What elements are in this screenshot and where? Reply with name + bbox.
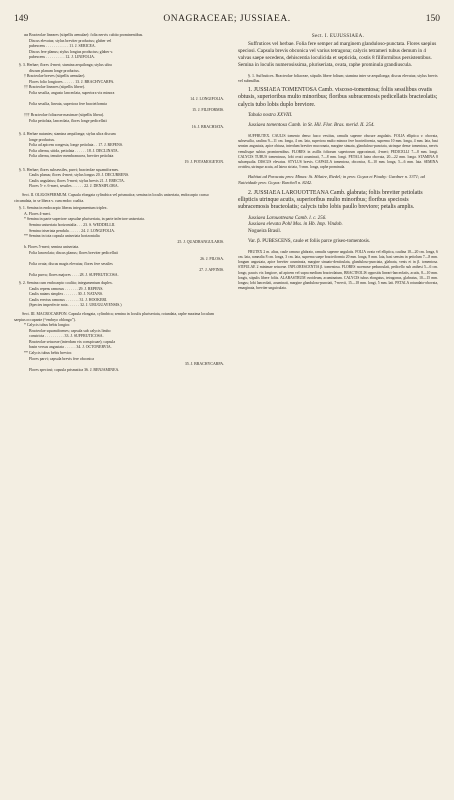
key-line: Caulis natans simplex . . . . . . . 30. J. NATANS. (29, 292, 104, 297)
species-2-description: FRUTEX 2 m. altus, caule ramoso glabrato, ramulis superne angulatis. FOLIA ovata vel elliptica, caulina 18—20 cm. longa, 6 cm. lata, ramealia 8 cm. longa, 3 cm. lata, suprema saepe bracteiformia 20 mm. longa, 8 mm. lata, basi sensim in petiolum 7—8 mm. longum angustata, apice breviter acuminata, margine sinuato-denticulata, glanduloso-punctata, glabrata, venis et in β. tomentosa. STIPULAE 2 minimae setaceae. INFLORESCENTIA β. tomentosa. FLORES racemose pedunculati, pedicello sub anthesi 5—6 cm. longo, paucis vix longiore, ad apicem vel supra medium bracteolatum, BRACTEOLIS oppositis lineari-lanceolatis, acutis, 8—10 mm. longis, stipulis libere foliis. ALABASTRUM ovoideum, acuminatum. CALYCIS tubus elongatus, tetragonus, glabratus, 10—15 mm. longus; lobi lanceolati, acuminati, margine glanduloso-punctati, 7-nervii, 15—18 mm. longi, 5 mm. lati. PETALA rotundato-obovata, emarginata, breviter unguiculata. (238, 249, 438, 291)
key-line: Folia parva; flores majores . . . . 28. J. SUFFRUTICOSA. (29, 273, 119, 278)
key-line: αα Bracteolae lineares (stipellis aemulae): folia nervis cubito prominentibus. (24, 33, 144, 37)
section-title: Sect. I. EUJUSSIAEA. (311, 34, 365, 39)
key-line: † Bracteolae breves (stipellis aemulae). (24, 74, 86, 79)
key-line: ** Semina in tota capsula uniseriata horizontalia (24, 234, 100, 239)
key-line: Semina triseriata pendula . . . . . . 24. J. LONGIFOLIA. (29, 228, 116, 233)
key-line: §. 1. Semina in endocarpio liberas integumentum triplex. (19, 206, 108, 211)
key-line: (Species imperfecte nota . . . . . . 32. J. URUGUAYENSIS.) (29, 303, 122, 308)
key-line: 26. J. PILOSA. (200, 256, 224, 261)
key-line: discum planum longe productus. (29, 68, 80, 73)
key-line: Folia alterna, tenuiter membranacea, breviter petiolata (29, 154, 114, 159)
key-line: Caulis angulatus; flores 5-meri; stylus brevis 21. J. ERECTA. (29, 178, 125, 183)
key-line: Folia alterna, sitida, petiolata . . . . . . 18. J. DECLINATA. (29, 148, 119, 153)
key-line: Flores folio longiores . . . . . . 13. J. BRACHYCARPA. (29, 79, 115, 84)
key-line: 27. J. AFFINIS. (199, 267, 224, 272)
key-line: basin versus angustata . . . . . . 34. J. OCTONERVIA. (29, 345, 112, 350)
key-line: * Semina in parte superiore capsulae pluriseriata, in parte inferiore uniseriata. (24, 217, 145, 222)
key-line: Sect. III. MACROCARPON. Capsula elongata, cylindrica; semina in loculis pluriseriata, rotundata, raphe maxima loculum saepius occupante (“embryo oblongo”). (14, 311, 215, 322)
key-line: Folia lanceolata; discus planus; flores breviter pedicellati (29, 250, 118, 255)
page-number-left: 149 (14, 14, 29, 24)
key-line: Folia ad apicem congesta, longe petiolata . . 17. J. REPENS. (29, 143, 124, 148)
key-line: §. 2. Semina cum endocarpio coalita; integumentum duplex. (19, 280, 113, 285)
key-line: Bracteolae squamiformes; capsula sub calycis limbo (29, 328, 111, 333)
species-1-reference: Jussiaea tomentosa Camb. in St. Hil. Flor. Bras. merid. II. 254. (248, 123, 375, 129)
key-line: 16. J. BRACHIATA. (191, 124, 224, 129)
key-line: * Calycis tubus bebis longior. (24, 323, 71, 328)
key-line: 14. J. LONGIFOLIA. (190, 96, 224, 101)
species-2-title: 2. JUSSIAEA LAROUOTTEANA Camb. glabrata; foliis breviter petiolatis ellipticis utrinque acutis, superioribus multo minoribus; floribus speciosis subracemosis bracteolatis; calycis tubo lobis paullo breviore; petalis amplis. (238, 190, 423, 211)
key-line: §. 5. Herbae; flores subsessiles, parvi; bracteolae squamiformes. (19, 167, 119, 172)
right-column (238, 33, 438, 782)
section-intro: Suffrutices vel herbae. Folia fere semper ad marginem glanduloso-punctata. Flores saepius speciosi. Capsula brevis obconica vel varius tetragona; calycis tetrameri tubus demum in 4 valvas saepe secedens, dehiscentia loculicida et septicida, costis 8 filiformibus persistentibus. Semina in loculis numerosissima, pluriseriata, ovata, raphe prominula grandiuscula. (238, 41, 437, 68)
species-2-variety: Var. β. PUBESCENS, caule et foliis parce griseo-tomentosis. (248, 239, 371, 245)
key-line: ††† Bracteolae foliaceae maximae (stipellis libera). (24, 113, 105, 118)
species-1-habitat: Habitat ad Paracatu prov. Minas: St. Hilaire, Riedel; in prov. Goyaz et Piauhy: Gardner n. 3371; ad Natividade prov. Goyaz: Burchell n. 8242. (238, 174, 425, 186)
key-line: §. 3. Herbae; flores 4-meri; stamina aequilonga; stylus ultra (19, 62, 112, 67)
key-line: pubescens . . . . . . . . . . . . 11. J. SERICEA. (29, 44, 96, 49)
key-line: Flores speciosi; capsula prismatica 36. J. BENJAMINEA. (29, 367, 120, 372)
key-line: Caulis planus; flores 4-meri; stylus longus 20. J. DECURRENS. (29, 173, 130, 178)
key-line: 25. J. QUADRANGULARIS. (177, 239, 224, 244)
species-1-description: SUFFRUTEX. CAULIS tomento denso fusco vestitus, ramulis superne obscure angulatis. FOLIA elliptica v. obovata, subsessilia, caulina 9—11 cm. longa, 4 cm. lata, superiora multo minora fere bracteiformia, suprema 10 mm. longa, 4 mm. lata, basi sensim angustata, apice obtusa, interdum breviter mucronata, margine sinuata, glanduloso-punctata, utrinque dense tomentosa, nervis venulisque subtus prominentibus. FLORES in axillis foliorum superiorum approximati, 4-meri; PEDICELLI 7—8 mm. longi. CALYCIS TUBUS tomentosus, lobi ovati acuminati, 7—8 mm. longi. PETALA lutea obovata, 20—22 mm. longa. STAMINA 8 subaequalia. DISCUS elevatus. STYLUS brevis. CAPSULA tomentosa, obconica, 8—10 mm. longa, 5—6 mm. lata. SEMINA ovoidea, utrinque acuta, ad latera striata, ½ mm. longa, raphe prominula. (238, 134, 438, 170)
key-line: ** Calycis tubus bebis brevior. (24, 351, 73, 356)
key-line: b. Flores 5-meri; semina uniseriata. (24, 245, 80, 250)
key-line: Caulis repens ramosus . . . . . . . 29. J. REPENS. (29, 286, 104, 291)
key-line: Folia sessilia, angusto lanceolata, superiora vix minora (29, 90, 115, 95)
key-line: Caulis erectus ramosus . . . . . . . 31. J. HOOKERI. (29, 297, 108, 302)
key-line: Semina uniseriata horizontalia . . . 23. S. WEDDELLII. (29, 223, 116, 227)
species-1-plate: Tabula nostra XXVIII. (248, 112, 293, 118)
species-2-vernacular: Nogueira Brasil. (248, 228, 282, 234)
key-line: 35. J. BRACHYCARPA. (184, 362, 224, 367)
key-line: Discus elevatus; stylus breviter productus; glaber vel (29, 38, 112, 43)
key-line: Flores 5- v. 6-meri, sessiles . . . . . . 22. J. DENSIFLORA. (29, 184, 119, 189)
species-2-reference-2: Jussiaea elevata Pohl Mss. in Hb. Imp. Vindob. (248, 222, 343, 228)
species-2-reference-1: Jussiaea Larouotteana Camb. l. c. 256. (248, 215, 327, 221)
subsection-text: §. 1. Suffrutices. Bracteolae foliaceae, stipulis libere folium; stamina inter se aequilonga; discus elevatus; stylus brevis vel subnullus. (238, 72, 438, 83)
key-line: A. Flores 4-meri. (24, 211, 51, 216)
key-line: Folia petiolata, lanceolata, flores longe pedicellati (29, 118, 107, 123)
key-line: §. 4. Herbae nutantes; stamina aequilonga; stylus ultra discum (19, 132, 116, 137)
key-line: †† Bracteolae lineares (stipellis libere). (24, 85, 86, 90)
page-number-right: 150 (425, 14, 440, 24)
key-line: 15. J. FILIFORMIS. (192, 107, 224, 112)
left-column (14, 33, 224, 782)
key-line: Flores parvi; capsula brevis fere obconica (29, 356, 94, 361)
key-line: Folia ovata; discus magis elevatus; flores fere sessiles (29, 262, 113, 267)
running-title: ONAGRACEAE; JUSSIAEA. (163, 14, 291, 24)
key-line: Bracteolae setaceae (interdum vix conspicuae); capsula (29, 339, 116, 344)
key-line: Folia sessilia, lineata, superiora fere bracteiformia (29, 102, 107, 107)
key-line: longe productus. (29, 137, 55, 142)
key-line: Sect. II. OLIGOSPERMUM. Capsula elongata cylindrica vel prismatica; semina in loculis uniseriata, endocarpio crasso circumdata, in se libera v. cum endoc coalita. (14, 193, 209, 203)
species-1-title: 1. JUSSIAEA TOMENTOSA Camb. viscoso-tomentosa; foliis sessilibus ovatis obtusis, superioribus multo minoribus; floribus subracemosis pedicellatis bracteolatis; calycis tubo lobis duplo breviore. (238, 87, 438, 108)
key-line: pubescens . . . . . . . . . . 12. J. LINIFOLIA. (29, 55, 95, 60)
key-line: Discus fere planus; stylus longius productus; glaber v. (29, 49, 114, 54)
key-line: 19. J. POTAMOGETON. (184, 160, 224, 165)
key-line: constricta . . . . . . . . . . 33. J. SUFFRUTICOSA. (29, 334, 104, 339)
page-header (14, 14, 440, 28)
